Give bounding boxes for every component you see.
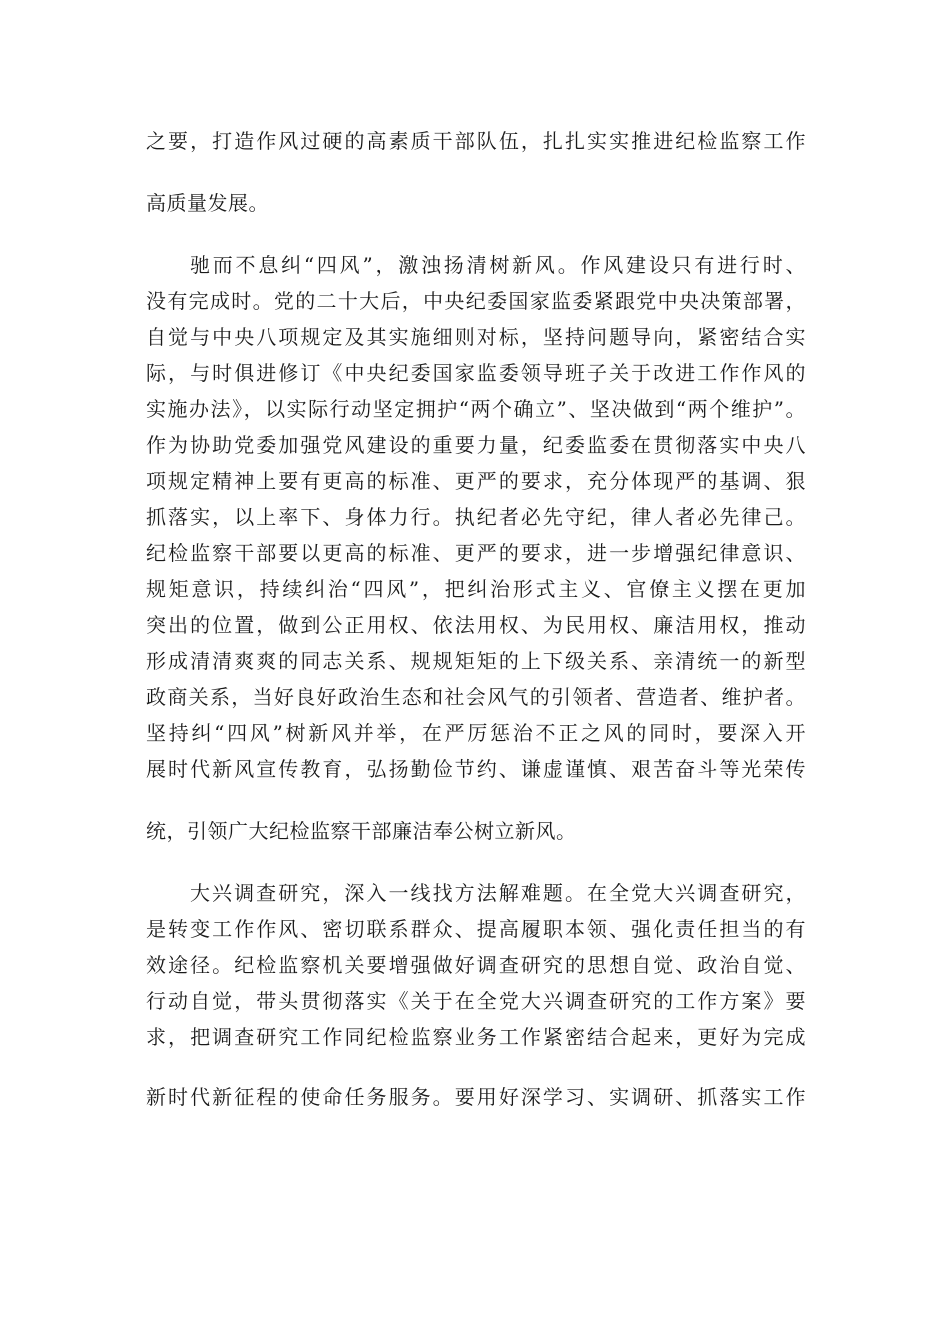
text-line: 之要，打造作风过硬的高素质干部队伍，扎扎实实推进纪检监察工作 bbox=[146, 129, 806, 153]
text-line: 实施办法》，以实际行动坚定拥护“两个确立”、坚决做到“两个维护”。 bbox=[146, 397, 806, 421]
text-line: 作为协助党委加强党风建设的重要力量，纪委监委在贯彻落实中央八 bbox=[146, 433, 806, 457]
text-line: 项规定精神上要有更高的标准、更严的要求，充分体现严的基调、狠 bbox=[146, 469, 806, 493]
text-line: 没有完成时。党的二十大后，中央纪委国家监委紧跟党中央决策部署， bbox=[146, 289, 806, 313]
text-line: 纪检监察干部要以更高的标准、更严的要求，进一步增强纪律意识、 bbox=[146, 541, 806, 565]
text-line: 自觉与中央八项规定及其实施细则对标，坚持问题导向，紧密结合实 bbox=[146, 325, 806, 349]
paragraph-start-line: 驰而不息纠“四风”，激浊扬清树新风。作风建设只有进行时、 bbox=[190, 253, 806, 277]
text-line: 新时代新征程的使命任务服务。要用好深学习、实调研、抓落实工作 bbox=[146, 1085, 806, 1109]
text-line: 突出的位置，做到公正用权、依法用权、为民用权、廉洁用权，推动 bbox=[146, 613, 806, 637]
text-line: 统，引领广大纪检监察干部廉洁奉公树立新风。 bbox=[146, 819, 577, 843]
text-line: 展时代新风宣传教育，弘扬勤俭节约、谦虚谨慎、艰苦奋斗等光荣传 bbox=[146, 757, 806, 781]
text-line: 求，把调查研究工作同纪检监察业务工作紧密结合起来，更好为完成 bbox=[146, 1025, 806, 1049]
paragraph-start-line: 大兴调查研究，深入一线找方法解难题。在全党大兴调查研究， bbox=[190, 881, 806, 905]
text-line: 政商关系，当好良好政治生态和社会风气的引领者、营造者、维护者。 bbox=[146, 685, 806, 709]
text-line: 形成清清爽爽的同志关系、规规矩矩的上下级关系、亲清统一的新型 bbox=[146, 649, 806, 673]
text-line: 坚持纠“四风”树新风并举，在严厉惩治不正之风的同时，要深入开 bbox=[146, 721, 806, 745]
text-line: 行动自觉，带头贯彻落实《关于在全党大兴调查研究的工作方案》要 bbox=[146, 989, 806, 1013]
text-line: 是转变工作作风、密切联系群众、提高履职本领、强化责任担当的有 bbox=[146, 917, 806, 941]
text-line: 高质量发展。 bbox=[146, 191, 269, 215]
text-line: 际，与时俱进修订《中央纪委国家监委领导班子关于改进工作作风的 bbox=[146, 361, 806, 385]
text-line: 规矩意识，持续纠治“四风”，把纠治形式主义、官僚主义摆在更加 bbox=[146, 577, 806, 601]
text-line: 效途径。纪检监察机关要增强做好调查研究的思想自觉、政治自觉、 bbox=[146, 953, 806, 977]
text-line: 抓落实，以上率下、身体力行。执纪者必先守纪，律人者必先律己。 bbox=[146, 505, 806, 529]
